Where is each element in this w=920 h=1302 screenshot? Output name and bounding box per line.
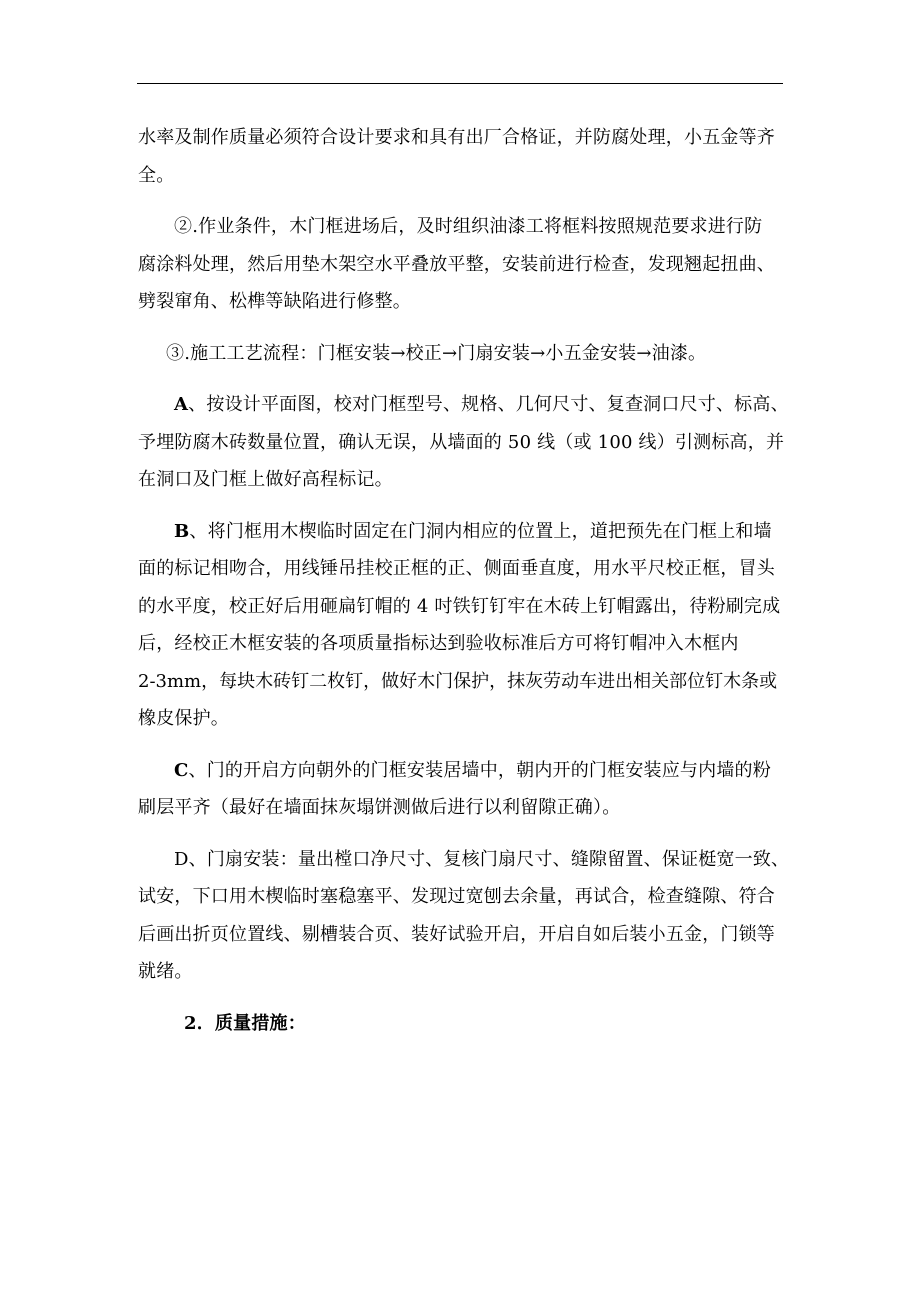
text-line: 面的标记相吻合，用线锤吊挂校正框的正、侧面垂直度，用水平尺校正框，冒头 bbox=[138, 558, 775, 579]
text-fragment: 、门的开启方向朝外的门框安装居墙中，朝内开的门框安装应与内墙的粉 bbox=[188, 759, 771, 781]
paragraph-process-flow bbox=[138, 335, 788, 373]
step-letter: B bbox=[174, 520, 190, 542]
text-line bbox=[138, 513, 788, 551]
step-letter: A bbox=[174, 394, 189, 415]
text-line: 橡皮保护。 bbox=[138, 708, 229, 729]
section-heading-quality-measures bbox=[138, 1005, 788, 1043]
text-fragment: 、按设计平面图，校对门框型号、规格、几何尺寸、复查洞口尺寸、标高、 bbox=[188, 394, 789, 415]
text-line: 刷层平齐（最好在墙面抹灰塌饼测做后进行以利留隙正确）。 bbox=[138, 797, 621, 818]
text-line bbox=[138, 752, 788, 790]
text-line: 2-3mm，每块木砖钉二枚钉，做好木门保护，抹灰劳动车进出相关部位钉木条或 bbox=[138, 670, 778, 692]
body-text bbox=[138, 119, 788, 1056]
paragraph-work-conditions bbox=[138, 208, 788, 321]
text-line: 试安，下口用木楔临时塞稳塞平、发现过宽刨去余量，再试合，检查缝隙、符合 bbox=[138, 886, 775, 907]
text-line bbox=[138, 386, 788, 424]
text-line: 予埋防腐木砖数量位置，确认无误，从墙面的 50 线（或 100 线）引测标高，并 bbox=[138, 431, 785, 453]
section-heading: 2．质量措施： bbox=[184, 1012, 306, 1034]
text-line: D、门扇安装：量出樘口净尺寸、复核门扇尺寸、缝隙留置、保证梃宽一致、 bbox=[174, 848, 790, 870]
text-line: 后，经校正木框安装的各项质量指标达到验收标准后方可将钉帽冲入木框内 bbox=[138, 633, 739, 654]
text-line: 全。 bbox=[138, 164, 175, 186]
text-line: 劈裂窜角、松榫等缺陷进行修整。 bbox=[138, 291, 411, 312]
text-line: 水率及制作质量必须符合设计要求和具有出厂合格证，并防腐处理，小五金等齐 bbox=[138, 127, 775, 148]
paragraph-step-d bbox=[138, 841, 788, 991]
paragraph-step-c bbox=[138, 752, 788, 827]
text-line: 的水平度，校正好后用砸扁钉帽的 4 吋铁钉钉牢在木砖上钉帽露出，待粉刷完成 bbox=[138, 595, 781, 617]
paragraph-step-b bbox=[138, 513, 788, 738]
text-line: ②.作业条件，木门框进场后，及时组织油漆工将框料按照规范要求进行防 bbox=[174, 216, 763, 237]
text-line: ③.施工工艺流程：门框安装→校正→门扇安装→小五金安装→油漆。 bbox=[166, 342, 707, 364]
text-line: 腐涂料处理，然后用垫木架空水平叠放平整，安装前进行检查，发现翘起扭曲、 bbox=[138, 253, 775, 275]
text-fragment: 、将门框用木楔临时固定在门洞内相应的位置上，道把预先在门框上和墙 bbox=[189, 520, 772, 542]
header-rule bbox=[137, 83, 783, 84]
text-line: 在洞口及门框上做好高程标记。 bbox=[138, 469, 393, 490]
step-letter: C bbox=[174, 759, 189, 781]
paragraph-step-a bbox=[138, 386, 788, 499]
paragraph-material-quality bbox=[138, 119, 788, 194]
text-line: 后画出折页位置线、剔槽装合页、装好试验开启，开启自如后装小五金，门锁等 bbox=[138, 923, 775, 945]
text-line: 就绪。 bbox=[138, 961, 193, 982]
